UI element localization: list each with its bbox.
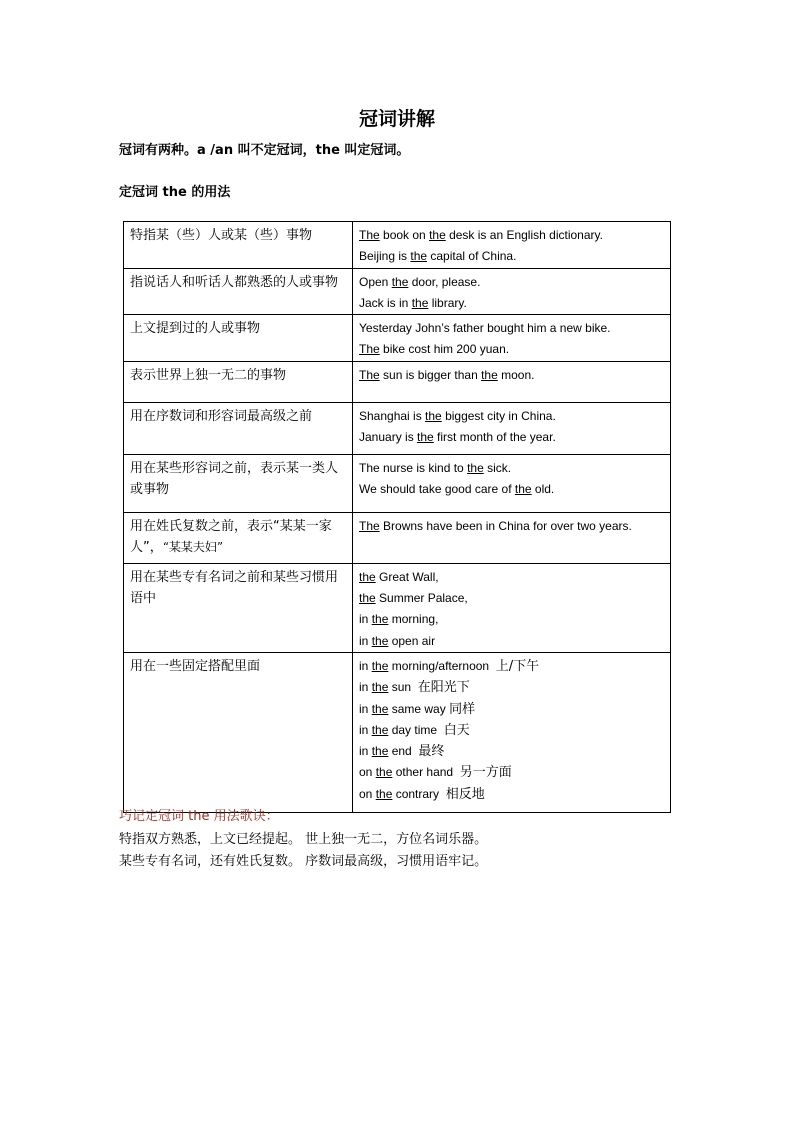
- article-the: the: [391, 274, 409, 289]
- example-line: [359, 406, 664, 427]
- example-text: January is: [359, 430, 418, 445]
- table-row: [124, 315, 671, 362]
- example-text: Summer Palace,: [375, 591, 468, 606]
- example-text: The nurse is kind to: [359, 460, 468, 475]
- usage-rule-text: 用在姓氏复数之前，表示“某某一家人”，: [130, 518, 332, 555]
- example-text: library.: [428, 295, 467, 310]
- example-text: sun: [388, 680, 418, 695]
- article-the: the: [371, 612, 389, 627]
- example-line: [359, 427, 664, 448]
- example-line: [359, 567, 664, 588]
- usage-rule-cell: [124, 563, 353, 652]
- article-the: the: [417, 430, 434, 445]
- usage-rule-cell: [124, 315, 353, 362]
- usage-rule-text: 用在序数词和形容词最高级之前: [130, 408, 313, 424]
- usage-table-body: [124, 222, 671, 813]
- example-text: first month of the year.: [433, 430, 556, 445]
- example-line: [359, 339, 664, 360]
- example-line: [359, 479, 664, 500]
- example-text: same way: [388, 701, 450, 716]
- example-line: [359, 609, 664, 630]
- example-text: in: [359, 612, 372, 627]
- table-row: [124, 454, 671, 512]
- article-the: the: [371, 744, 389, 759]
- article-the: the: [429, 228, 446, 242]
- example-line: [359, 293, 664, 314]
- example-text: on: [359, 786, 376, 801]
- article-the: the: [371, 633, 389, 648]
- table-row: [124, 268, 671, 315]
- example-text: Jack is in: [359, 295, 412, 310]
- example-text: sun is bigger than: [379, 367, 482, 382]
- article-the: the: [359, 569, 376, 584]
- example-text: in: [359, 680, 372, 695]
- example-text: end: [388, 744, 419, 759]
- example-line: [359, 699, 664, 720]
- section-heading: 定冠词 the 的用法: [119, 185, 231, 200]
- table-row: [124, 563, 671, 652]
- example-line: [359, 516, 664, 537]
- example-text: capital of China.: [427, 249, 517, 264]
- article-the: the: [467, 460, 484, 475]
- example-text: morning/afternoon: [388, 658, 496, 673]
- example-line: [359, 272, 664, 293]
- usage-rule-cell: [124, 652, 353, 812]
- usage-example-cell: [353, 402, 671, 454]
- usage-example-cell: [353, 222, 671, 269]
- article-the: The: [359, 228, 380, 242]
- usage-rule-text: 表示世界上独一无二的事物: [130, 367, 287, 383]
- example-line: [359, 677, 664, 698]
- usage-example-cell: [353, 268, 671, 315]
- usage-rule-text: 上文提到过的人或事物: [130, 321, 261, 337]
- article-the: the: [371, 658, 389, 673]
- example-text: morning,: [388, 612, 439, 627]
- example-text: other hand: [392, 765, 460, 780]
- article-the: the: [371, 722, 389, 737]
- usage-rule-cell: [124, 268, 353, 315]
- example-text: day time: [388, 722, 444, 737]
- chinese-gloss: 白天: [443, 722, 470, 738]
- example-text: moon.: [497, 367, 535, 382]
- usage-rule-text: 指说话人和听话人都熟悉的人或事物: [130, 274, 339, 290]
- example-text: in: [359, 633, 372, 648]
- usage-rule-cell: [124, 512, 353, 563]
- example-text: We should take good care of: [359, 482, 515, 497]
- example-text: contrary: [392, 786, 446, 801]
- example-line: [359, 762, 664, 783]
- table-row: [124, 361, 671, 402]
- example-text: in: [359, 744, 372, 759]
- chinese-gloss: 在阳光下: [417, 680, 470, 696]
- usage-example-cell: [353, 454, 671, 512]
- usage-example-cell: [353, 512, 671, 563]
- example-line: [359, 365, 664, 386]
- example-text: in: [359, 701, 372, 716]
- article-the: the: [481, 367, 498, 382]
- example-line: [359, 741, 664, 762]
- page-title: 冠词讲解: [358, 108, 435, 130]
- usage-example-cell: [353, 361, 671, 402]
- example-text: Browns have been in China for over two years.: [379, 518, 632, 533]
- example-line: [359, 588, 664, 609]
- article-the: The: [359, 342, 380, 357]
- example-text: Open: [359, 274, 392, 289]
- example-text: old.: [531, 482, 555, 497]
- article-the: the: [359, 591, 376, 606]
- example-line: [359, 246, 664, 267]
- usage-example-cell: [353, 315, 671, 362]
- chinese-gloss: 另一方面: [459, 765, 512, 781]
- usage-rule-quote: “某某夫妇”: [162, 539, 224, 554]
- example-line: [359, 631, 664, 652]
- chinese-gloss: 同样: [449, 701, 476, 717]
- table-row: [124, 222, 671, 269]
- article-the: the: [411, 295, 429, 310]
- usage-rule-text: 用在某些形容词之前，表示某一类人或事物: [130, 460, 339, 497]
- example-text: on: [359, 765, 376, 780]
- usage-table: [123, 221, 671, 813]
- table-row: [124, 652, 671, 812]
- example-line: [359, 225, 664, 246]
- example-text: book on: [379, 228, 430, 242]
- mnemonic-heading: 巧记定冠词 the 用法歌诀：: [119, 809, 279, 824]
- mnemonic-line-1: 特指双方熟悉，上文已经提起。 世上独一无二，方位名词乐器。: [119, 832, 488, 847]
- article-the: The: [359, 367, 380, 382]
- article-the: the: [375, 786, 393, 801]
- usage-rule-cell: [124, 361, 353, 402]
- table-row: [124, 402, 671, 454]
- example-text: biggest city in China.: [441, 408, 556, 423]
- usage-rule-cell: [124, 222, 353, 269]
- article-the: the: [375, 765, 393, 780]
- chinese-gloss: 最终: [418, 744, 445, 760]
- example-line: [359, 720, 664, 741]
- example-text: Shanghai is: [359, 408, 426, 423]
- example-text: desk is an English dictionary.: [445, 228, 603, 242]
- example-text: Great Wall,: [375, 569, 439, 584]
- article-the: the: [371, 701, 389, 716]
- example-line: [359, 318, 664, 339]
- example-text: in: [359, 658, 372, 673]
- example-line: [359, 458, 664, 479]
- example-line: [359, 784, 664, 805]
- usage-rule-cell: [124, 402, 353, 454]
- example-line: [359, 656, 664, 677]
- usage-example-cell: [353, 563, 671, 652]
- usage-rule-text: 特指某（些）人或某（些）事物: [130, 228, 313, 243]
- chinese-gloss: 上/下午: [495, 658, 540, 674]
- article-the: the: [514, 482, 532, 497]
- example-text: open air: [388, 633, 436, 648]
- article-the: the: [425, 408, 442, 423]
- example-text: in: [359, 722, 372, 737]
- example-text: bike cost him 200 yuan.: [379, 342, 510, 357]
- article-the: The: [359, 518, 380, 533]
- example-text: Beijing is: [359, 249, 411, 264]
- chinese-gloss: 相反地: [445, 786, 485, 802]
- usage-rule-text: 用在某些专有名词之前和某些习惯用语中: [130, 569, 339, 606]
- example-text: door, please.: [408, 274, 481, 289]
- usage-rule-text: 用在一些固定搭配里面: [130, 658, 261, 674]
- mnemonic-line-2: 某些专有名词，还有姓氏复数。 序数词最高级，习惯用语牢记。: [119, 854, 488, 869]
- example-text: sick.: [483, 460, 512, 475]
- usage-example-cell: [353, 652, 671, 812]
- article-the: the: [410, 249, 428, 264]
- intro-text: 冠词有两种。a /an 叫不定冠词，the 叫定冠词。: [119, 143, 410, 158]
- example-text: Yesterday John’s father bought him a new bike.: [359, 321, 611, 336]
- article-the: the: [371, 680, 389, 695]
- usage-rule-cell: [124, 454, 353, 512]
- table-row: [124, 512, 671, 563]
